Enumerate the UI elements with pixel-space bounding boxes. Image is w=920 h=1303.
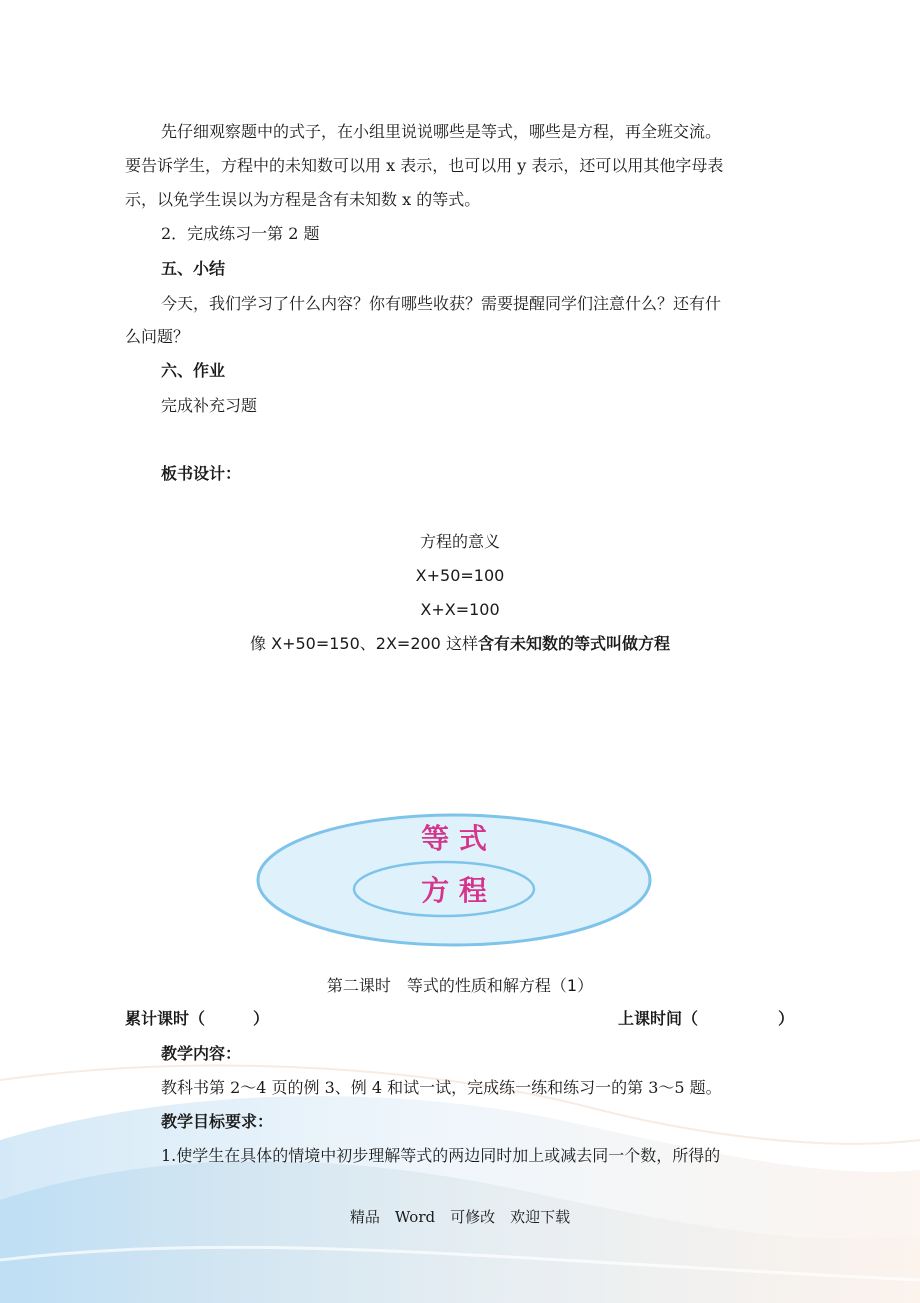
section-heading-homework: 六、作业 [161,361,226,380]
teaching-content-heading: 教学内容： [161,1044,242,1063]
class-time: 上课时间（ ） [618,1009,795,1028]
equation-venn-diagram [255,812,653,948]
definition-prefix: 像 X+50=150、2X=200 这样 [250,634,478,653]
paragraph-line: 要告诉学生，方程中的未知数可以用 x 表示，也可以用 y 表示，还可以用其他字母表 [125,156,724,175]
exercise-item: 2．完成练习一第 2 题 [161,224,320,243]
paragraph-line: 么问题？ [125,327,190,346]
board-design-label: 板书设计： [161,464,242,483]
page-footer: 精品 Word 可修改 欢迎下载 [349,1208,571,1226]
board-equation: X+50=100 [415,566,505,585]
paragraph-line: 今天，我们学习了什么内容？你有哪些收获？需要提醒同学们注意什么？还有什 [161,294,722,313]
paragraph-line: 示，以免学生误以为方程是含有未知数 x 的等式。 [125,190,481,209]
board-definition [0,634,920,654]
section-heading-summary: 五、小结 [161,259,226,278]
teaching-content-body: 教科书第 2～4 页的例 3、例 4 和试一试，完成练一练和练习一的第 3～5 题。 [161,1078,722,1097]
homework-text: 完成补充习题 [161,396,258,415]
board-title: 方程的意义 [419,532,500,551]
inner-ellipse-label: 方 程 [421,874,487,907]
outer-ellipse-label: 等 式 [421,822,487,855]
lesson-title: 第二课时 等式的性质和解方程（1） [326,976,594,995]
cumulative-hours: 累计课时（ ） [125,1009,270,1028]
teaching-goals-heading: 教学目标要求： [161,1112,274,1131]
teaching-goal-line: 1.使学生在具体的情境中初步理解等式的两边同时加上或减去同一个数，所得的 [161,1146,721,1165]
board-equation: X+X=100 [420,600,500,619]
definition-emphasis: 含有未知数的等式叫做方程 [477,634,670,653]
paragraph-line: 先仔细观察题中的式子，在小组里说说哪些是等式，哪些是方程，再全班交流。 [161,122,722,141]
